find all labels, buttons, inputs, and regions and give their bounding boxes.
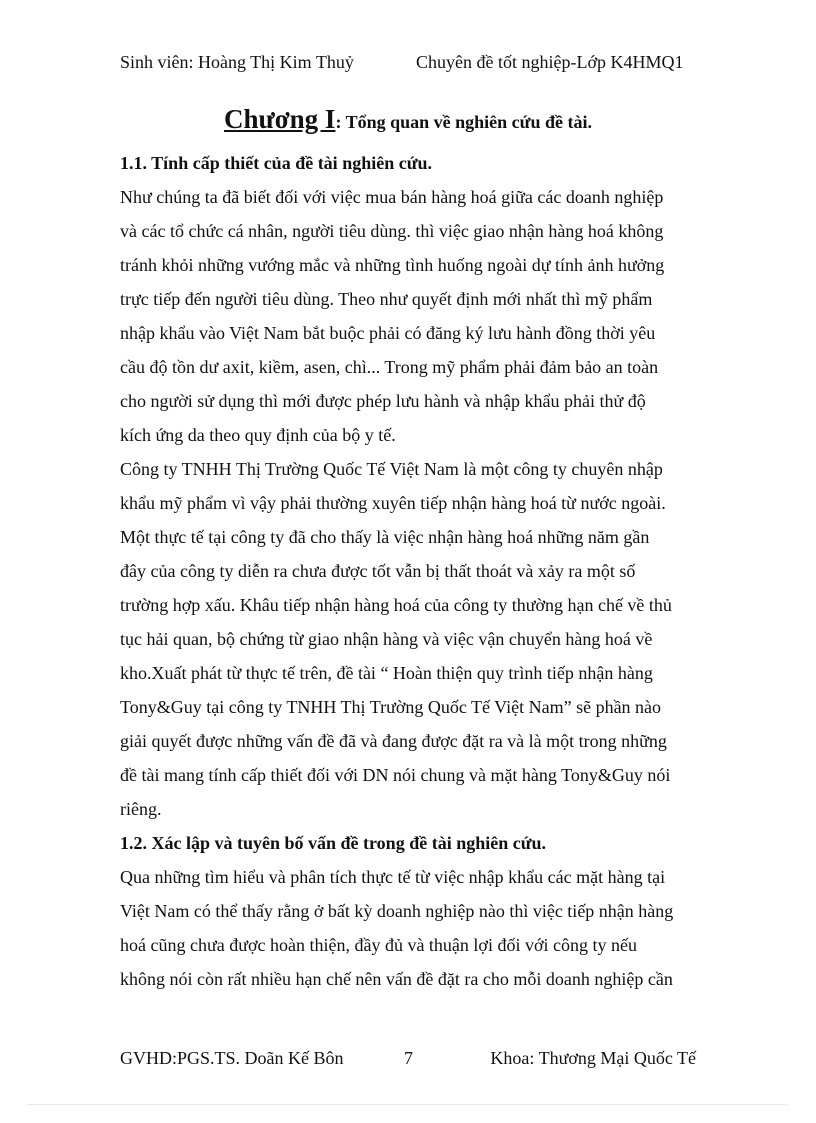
text-line: trực tiếp đến người tiêu dùng. Theo như quyết định mới nhất thì mỹ phẩm: [120, 289, 653, 309]
text-line: và các tổ chức cá nhân, người tiêu dùng. thì việc giao nhận hàng hoá không: [120, 221, 664, 241]
section-heading: 1.2. Xác lập và tuyên bố vấn đề trong đề tài nghiên cứu.: [120, 833, 547, 853]
text-line: trường hợp xấu. Khâu tiếp nhận hàng hoá của công ty thường hạn chế về thủ: [120, 595, 672, 615]
text-line: Qua những tìm hiểu và phân tích thực tế từ việc nhập khẩu các mặt hàng tại: [120, 867, 666, 887]
body-text: [120, 146, 698, 996]
text-line: Việt Nam có thể thấy rằng ở bất kỳ doanh nghiệp nào thì việc tiếp nhận hàng: [120, 901, 674, 921]
header-student: Sinh viên: Hoàng Thị Kim Thuỷ: [120, 52, 354, 72]
text-line: Công ty TNHH Thị Trường Quốc Tế Việt Nam là một công ty chuyên nhập: [120, 459, 663, 479]
text-line: khẩu mỹ phẩm vì vậy phải thường xuyên tiếp nhận hàng hoá từ nước ngoài.: [120, 493, 666, 513]
text-line: cho người sử dụng thì mới được phép lưu hành và nhập khẩu phải thử độ: [120, 391, 646, 411]
text-line: riêng.: [120, 799, 162, 819]
text-line: tránh khỏi những vướng mắc và những tình huống ngoài dự tính ảnh hưởng: [120, 255, 665, 275]
footer-faculty: Khoa: Thương Mại Quốc Tế: [490, 1048, 696, 1068]
section-heading: 1.1. Tính cấp thiết của đề tài nghiên cứu.: [120, 153, 433, 173]
text-line: đây của công ty diễn ra chưa được tốt vẫn bị thất thoát và xảy ra một số: [120, 561, 636, 581]
text-line: Tony&Guy tại công ty TNHH Thị Trường Quốc Tế Việt Nam” sẽ phần nào: [120, 697, 662, 717]
text-line: cầu độ tồn dư axit, kiềm, asen, chì... Trong mỹ phẩm phải đảm bảo an toàn: [120, 357, 659, 377]
text-line: giải quyết được những vấn đề đã và đang được đặt ra và là một trong những: [120, 731, 667, 751]
chapter-number: Chương I: [224, 104, 336, 134]
text-line: kho.Xuất phát từ thực tế trên, đề tài “ Hoàn thiện quy trình tiếp nhận hàng: [120, 663, 653, 683]
text-line: Như chúng ta đã biết đối với việc mua bán hàng hoá giữa các doanh nghiệp: [120, 187, 664, 207]
page-edge-divider: [28, 1104, 788, 1105]
text-line: Một thực tế tại công ty đã cho thấy là việc nhận hàng hoá những năm gần: [120, 527, 650, 547]
chapter-subtitle: : Tổng quan về nghiên cứu đề tài.: [335, 112, 592, 132]
text-line: hoá cũng chưa được hoàn thiện, đầy đủ và thuận lợi đối với công ty nếu: [120, 935, 637, 955]
text-line: nhập khẩu vào Việt Nam bắt buộc phải có đăng ký lưu hành đồng thời yêu: [120, 323, 656, 343]
page-header: [120, 52, 696, 78]
header-thesis: Chuyên đề tốt nghiệp-Lớp K4HMQ1: [416, 52, 684, 72]
text-line: kích ứng da theo quy định của bộ y tế.: [120, 425, 396, 445]
text-line: tục hải quan, bộ chứng từ giao nhận hàng và việc vận chuyển hàng hoá về: [120, 629, 653, 649]
page-number: 7: [404, 1048, 413, 1068]
text-line: không nói còn rất nhiều hạn chế nên vấn đề đặt ra cho mỗi doanh nghiệp cần: [120, 969, 673, 989]
text-line: đề tài mang tính cấp thiết đối với DN nói chung và mặt hàng Tony&Guy nói: [120, 765, 671, 785]
page-footer: [120, 1048, 696, 1074]
footer-advisor: GVHD:PGS.TS. Doãn Kế Bôn: [120, 1048, 344, 1068]
chapter-title: [0, 104, 816, 135]
